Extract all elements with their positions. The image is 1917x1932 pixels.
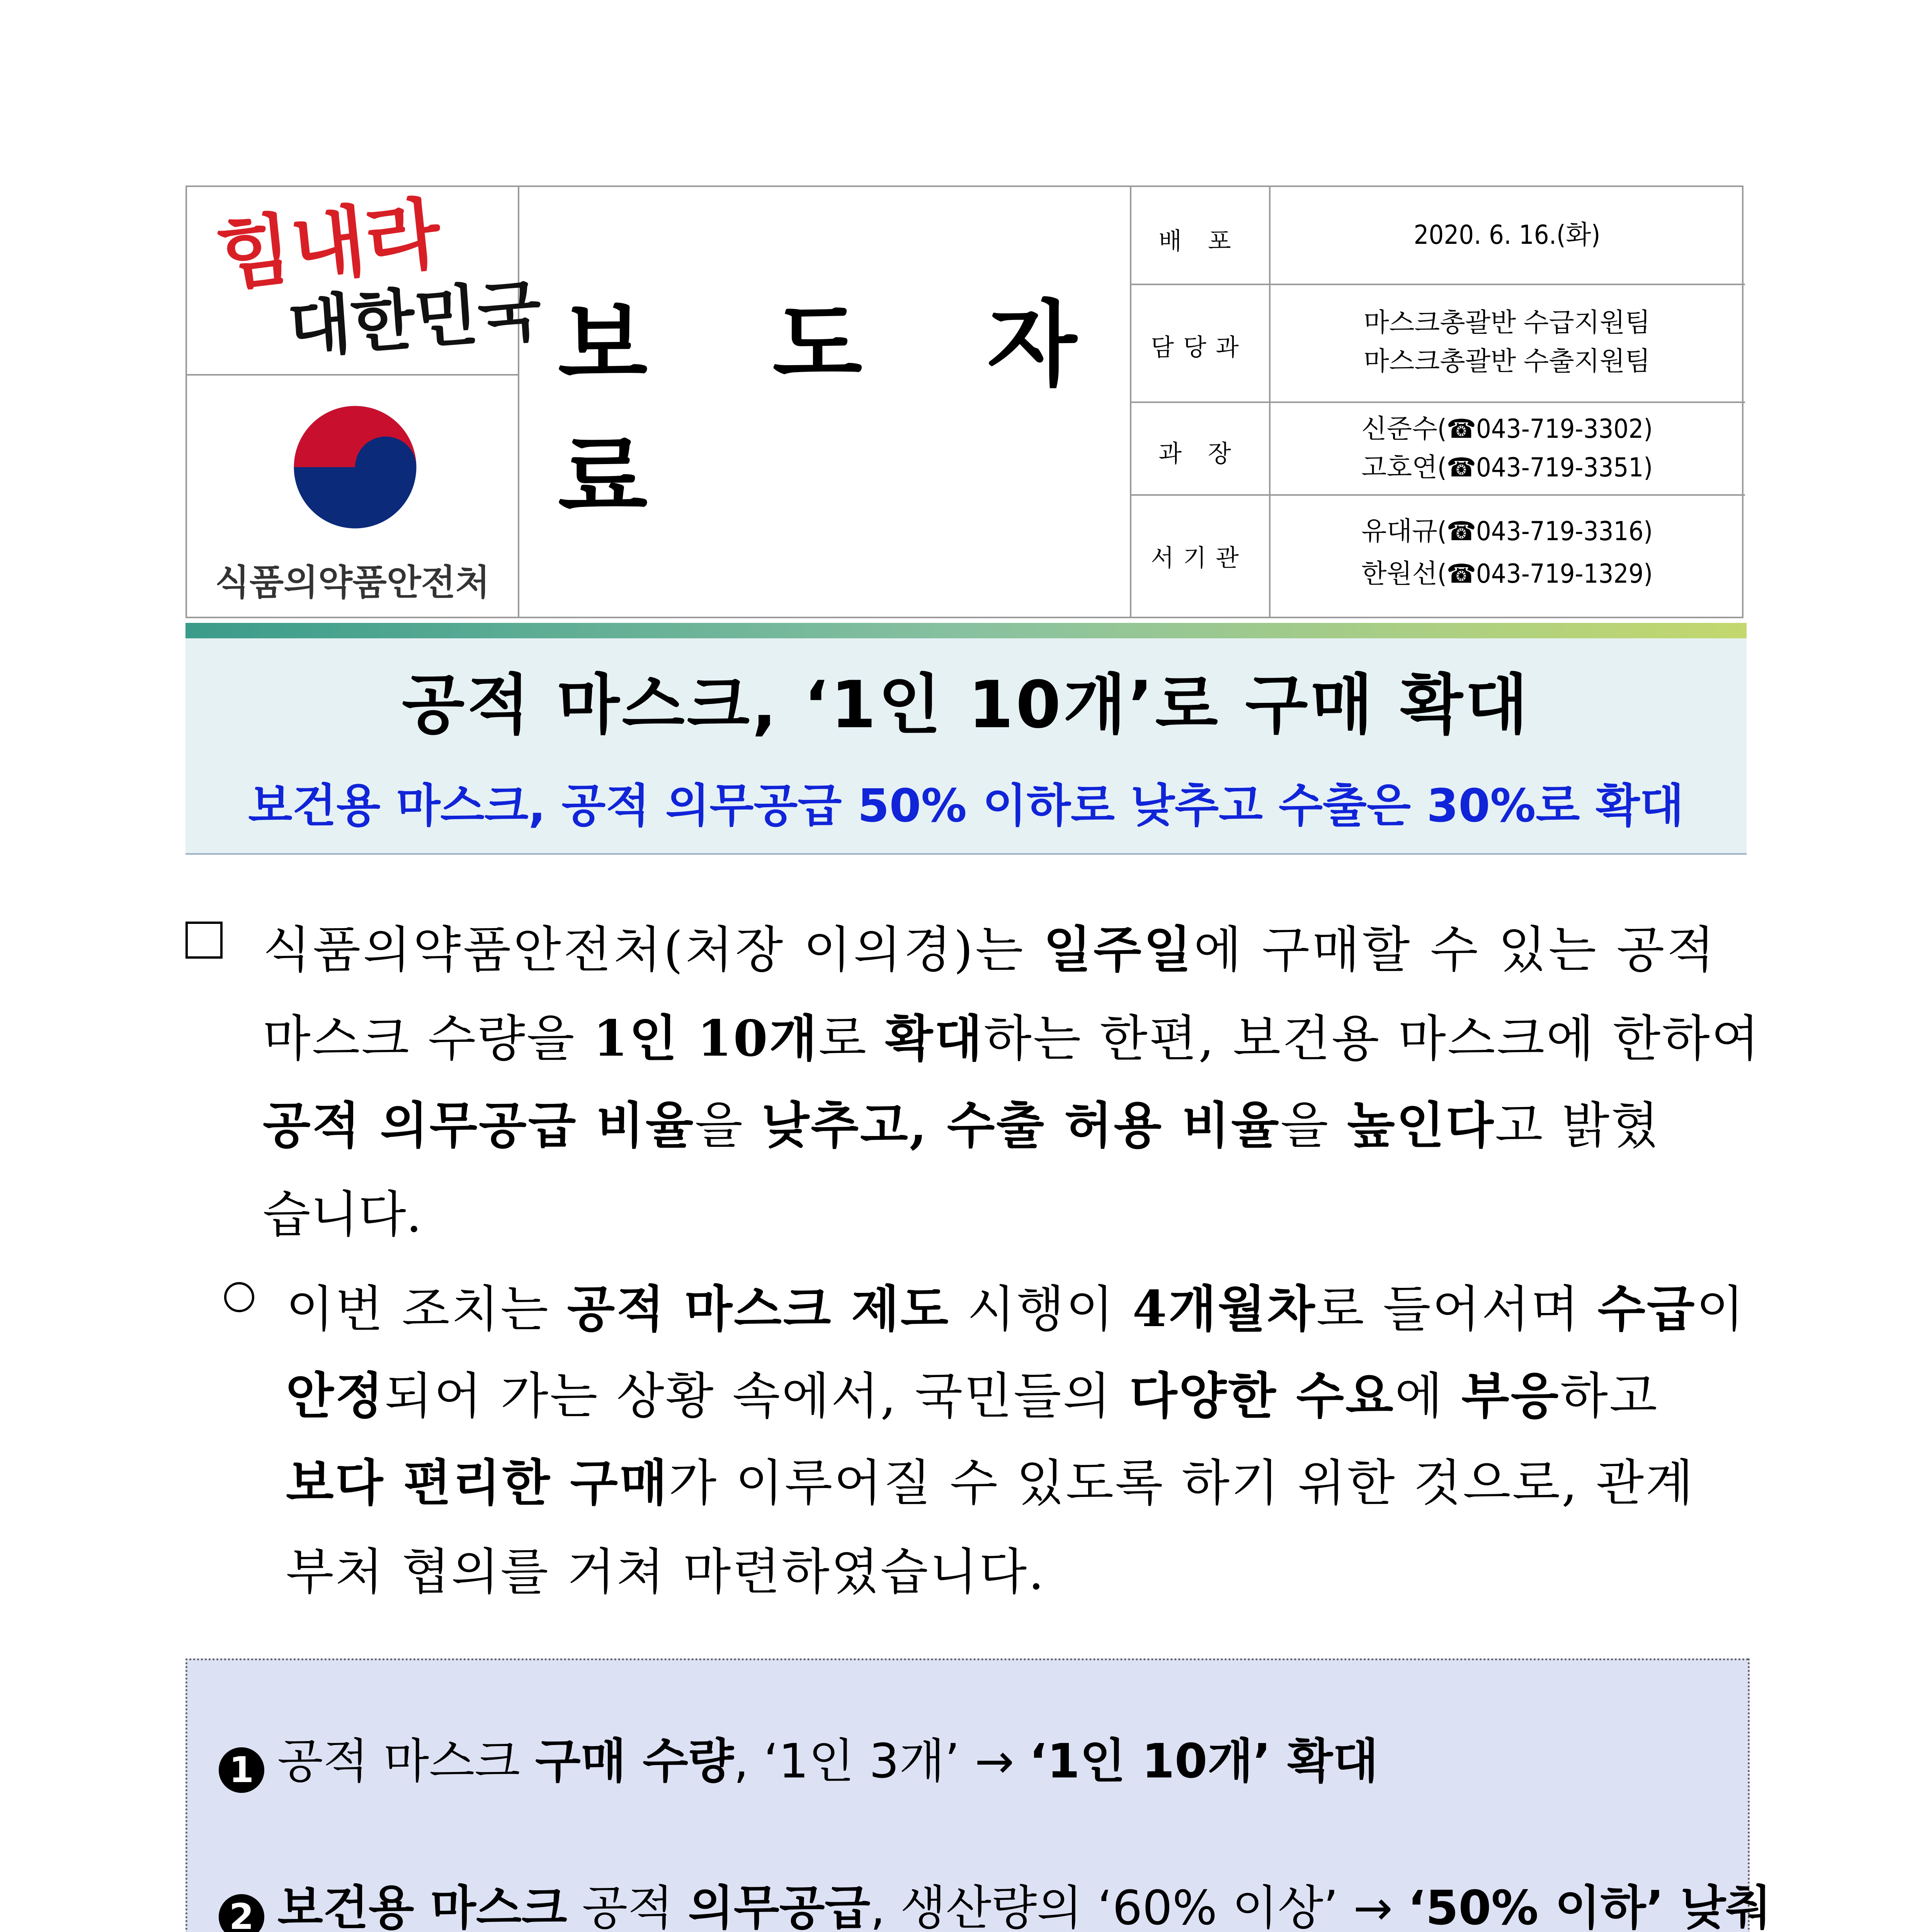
circle-bullet-icon [224, 1282, 254, 1312]
body-p1-line1: 식품의약품안전처(처장 이의경)는 일주일에 구매할 수 있는 공적 [263, 921, 1717, 979]
body-p2-line1: 이번 조치는 공적 마스크 제도 시행이 4개월차로 들어서며 수급이 [286, 1280, 1746, 1338]
slogan-logo [210, 188, 544, 367]
divider [187, 374, 518, 376]
summary-item: 2 보건용 마스크 공적 의무공급, 생산량의 ‘60% 이상’ → ‘50% 이하’ 낮춰 [219, 1870, 1771, 1932]
director-contact-2: 고호연(☎043-719-3351) [1361, 452, 1653, 483]
officer-contact-1: 유대규(☎043-719-3316) [1361, 516, 1653, 547]
body-p2-line2: 안정되어 가는 상황 속에서, 국민들의 다양한 수요에 부응하고 [286, 1367, 1659, 1425]
taegeuk-emblem-icon [291, 403, 419, 531]
label-distribution: 배 포 [1158, 227, 1240, 255]
summary-item: 1 공적 마스크 구매 수량, ‘1인 3개’ → ‘1인 10개’ 확대 [219, 1723, 1378, 1793]
director-contact-1: 신준수(☎043-719-3302) [1361, 414, 1653, 444]
body-p1-line4: 습니다. [263, 1186, 422, 1243]
headline-accent-bar [185, 623, 1747, 638]
body-p1-line3: 공적 의무공급 비율을 낮추고, 수출 허용 비율을 높인다고 밝혔 [263, 1097, 1660, 1155]
number-1-icon: 1 [219, 1747, 264, 1793]
slogan-line1: 힘내라 [212, 188, 445, 302]
label-officer: 서기관 [1151, 544, 1248, 572]
doc-type-title: 보 도 자 료 [558, 291, 1123, 532]
department-1: 마스크총괄반 수급지원팀 [1364, 308, 1650, 338]
divider [1130, 401, 1745, 403]
department-2: 마스크총괄반 수출지원팀 [1364, 346, 1650, 377]
body-p2-line3: 보다 편리한 구매가 이루어질 수 있도록 하기 위한 것으로, 관계 [286, 1454, 1695, 1512]
label-department: 담당과 [1151, 333, 1248, 361]
slogan-line2: 대한민국 [285, 272, 544, 367]
agency-name: 식품의약품안전처 [215, 562, 490, 603]
label-director: 과 장 [1158, 439, 1240, 468]
body-p2-line4: 부처 협의를 거쳐 마련하였습니다. [286, 1543, 1046, 1601]
divider [1130, 284, 1745, 285]
press-release-header-table [185, 185, 1744, 618]
headline: 공적 마스크, ‘1인 10개’로 구매 확대 [401, 667, 1531, 743]
officer-contact-2: 한원선(☎043-719-1329) [1361, 559, 1653, 589]
release-date: 2020. 6. 16.(화) [1414, 220, 1601, 250]
body-p1-line2: 마스크 수량을 1인 10개로 확대하는 한편, 보건용 마스크에 한하여 [263, 1010, 1761, 1068]
number-2-icon: 2 [219, 1894, 264, 1932]
divider [1130, 494, 1745, 496]
checkbox-bullet-icon [185, 922, 223, 959]
subheadline: 보건용 마스크, 공적 의무공급 50% 이하로 낮추고 수출은 30%로 확대 [248, 779, 1684, 832]
